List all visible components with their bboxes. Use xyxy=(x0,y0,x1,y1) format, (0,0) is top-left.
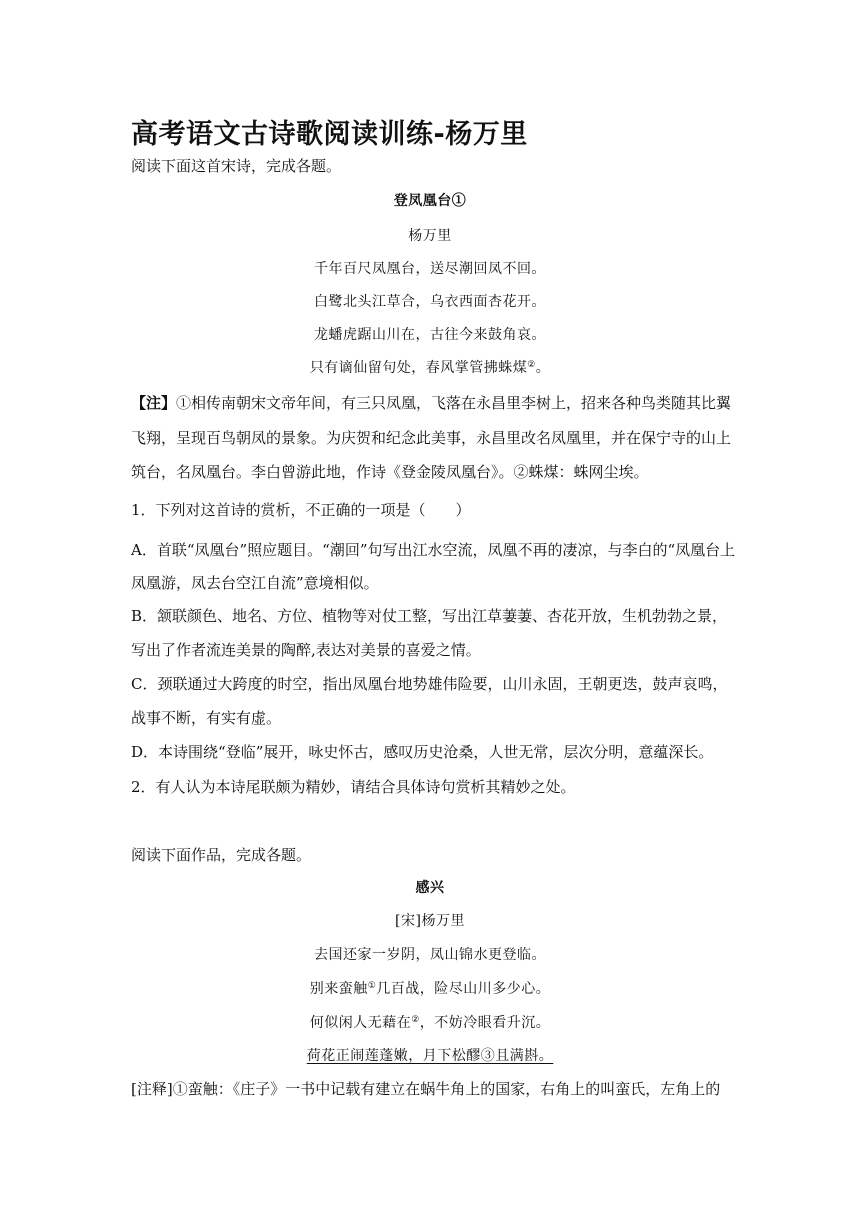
poem1-author: 杨万里 xyxy=(408,228,452,244)
footnote-marker-2: ② xyxy=(527,360,536,370)
poem1-title: 登凤凰台① xyxy=(393,193,467,209)
poem2-title: 感兴 xyxy=(415,880,445,896)
section1-intro: 阅读下面这首宋诗，完成各题。 xyxy=(131,157,342,175)
option-a-line-2: 凤凰游，凤去台空江自流”意境相似。 xyxy=(131,574,379,592)
poem2-line-2-a: 别来蛮触 xyxy=(309,981,368,997)
option-a-line-1: A．首联“凤凰台”照应题目。“潮回”句写出江水空流，凤凰不再的凄凉，与李白的“凤凰台上 xyxy=(131,541,736,559)
poem2-line-2 xyxy=(131,979,729,999)
poem2-author: [宋]杨万里 xyxy=(395,913,465,929)
poem1-line-1: 千年百尺凤凰台，送尽潮回凤不回。 xyxy=(314,261,546,277)
poem2-line-3-b: ，不妨冷眼看升沉。 xyxy=(419,1015,551,1031)
poem1-line-4 xyxy=(131,358,729,378)
question-2: 2．有人认为本诗尾联颇为精妙，请结合具体诗句赏析其精妙之处。 xyxy=(131,778,576,796)
footnote-marker-2b: ② xyxy=(411,1015,420,1025)
option-b-line-2: 写出了作者流连美景的陶醉,表达对美景的喜爱之情。 xyxy=(131,641,481,659)
footnote-marker-1: ① xyxy=(367,981,377,991)
note-line-3: 筑台，名凤凰台。李白曾游此地，作诗《登金陵凤凰台》。②蛛煤：蛛网尘埃。 xyxy=(131,463,649,481)
poem1-line-4-text: 只有谪仙留句处，春风掌管拂蛛煤 xyxy=(309,360,528,376)
poem2-line-2-b: 几百战，险尽山川多少心。 xyxy=(376,981,551,997)
poem1-line-3: 龙蟠虎踞山川在，古往今来鼓角哀。 xyxy=(314,327,546,343)
note-label: 【注】 xyxy=(131,394,177,412)
section2-intro: 阅读下面作品，完成各题。 xyxy=(131,846,312,864)
page-title: 高考语文古诗歌阅读训练-杨万里 xyxy=(131,119,528,150)
poem2-line-3-a: 何似闲人无藉在 xyxy=(309,1015,412,1031)
option-c-line-2: 战事不断，有实有虚。 xyxy=(131,709,282,727)
option-b-line-1: B．颔联颜色、地名、方位、植物等对仗工整，写出江草萋萋、杏花开放，生机勃勃之景， xyxy=(131,607,728,625)
poem2-line-1: 去国还家一岁阴，凤山锦水更登临。 xyxy=(314,947,546,963)
note-text-1: ①相传南朝宋文帝年间，有三只凤凰，飞落在永昌里李树上，招来各种鸟类随其比翼 xyxy=(176,394,732,412)
section2-note: [注释]①蛮触：《庄子》一书中记载有建立在蜗牛角上的国家，右角上的叫蛮氏，左角上的 xyxy=(131,1080,721,1098)
poem2-line-4-underlined: 荷花正闹莲蓬嫩，月下松醪③且满斟。 xyxy=(306,1048,554,1064)
question-1: 1．下列对这首诗的赏析，不正确的一项是（ ） xyxy=(131,501,471,519)
option-c-line-1: C．颈联通过大跨度的时空，指出凤凰台地势雄伟险要，山川永固，王朝更迭，鼓声哀鸣， xyxy=(131,675,728,693)
option-d: D．本诗围绕“登临”展开，咏史怀古，感叹历史沧桑，人世无常，层次分明，意蕴深长。 xyxy=(131,743,714,761)
poem2-line-4 xyxy=(131,1046,729,1066)
poem2-line-3 xyxy=(131,1013,729,1033)
note-line-2: 飞翔，呈现百鸟朝凤的景象。为庆贺和纪念此美事，永昌里改名凤凰里，并在保宁寺的山上 xyxy=(131,429,732,447)
poem1-line-2: 白鹭北头江草合，乌衣西面杏花开。 xyxy=(314,294,546,310)
poem1-line-4-end: 。 xyxy=(535,360,551,376)
note-line-1 xyxy=(131,393,731,413)
